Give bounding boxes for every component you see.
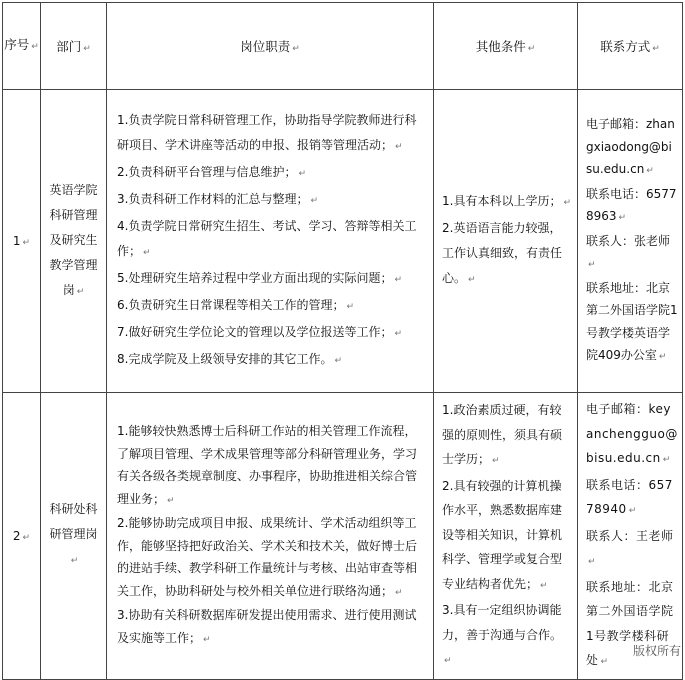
header-duties: 岗位职责 ↵: [107, 3, 434, 90]
positions-table: [2, 2, 683, 680]
row-duties: [107, 90, 434, 393]
duty-item: 1.能够较快熟悉博士后科研工作站的相关管理工作流程，了解项目管理、学术成果管理等部分科研管理业务，学习有关各级各类规章制度、办事程序，协助推进相关综合管理业务； ↵: [117, 424, 418, 506]
contact-address: 联系地址：北京第二外国语学院1号教学楼英语学院409办公室 ↵: [586, 280, 678, 363]
table-header-row: [3, 3, 683, 90]
duty-item: 6.负责研究生日常课程等相关工作的管理； ↵: [117, 298, 354, 312]
duty-item: 5.处理研究生培养过程中学业方面出现的实际问题； ↵: [117, 271, 402, 285]
header-dept: 部门 ↵: [41, 3, 107, 90]
row-contact: [578, 90, 683, 393]
row-duties: [107, 393, 434, 680]
condition-item: 2.具有较强的计算机操作水平，熟悉数据库建设等相关知识，计算机科学、管理学或复合型专业结构者优先； ↵: [442, 478, 563, 591]
table-row: [3, 90, 683, 393]
duty-item: 4.负责学院日常研究生招生、考试、学习、答辩等相关工作； ↵: [117, 219, 417, 258]
condition-item: 2.英语语言能力较强，工作认真细致，有责任心。 ↵: [442, 221, 563, 285]
row-seq: 1 ↵: [3, 90, 41, 393]
condition-item: 1.政治素质过硬，有较强的原则性，须具有硕士学历； ↵: [442, 403, 563, 466]
duty-item: 8.完成学院及上级领导安排的其它工作。 ↵: [117, 352, 342, 366]
contact-address: 联系地址：北京第二外国语学院1号教学楼科研处 ↵: [586, 579, 674, 667]
duty-item: 1.负责学院日常科研管理工作，协助指导学院教师进行科研项目、学术讲座等活动的申报、报销等管理活动； ↵: [117, 113, 417, 152]
contact-phone: 联系电话：65778940 ↵: [586, 477, 673, 516]
contact-email: 电子邮箱：keyanchengguo@bisu.edu.cn ↵: [586, 402, 678, 465]
table-row: [3, 393, 683, 680]
duty-item: 3.协助有关科研数据库研发提出使用需求、进行使用测试及实施等工作； ↵: [117, 608, 417, 645]
row-contact: [578, 393, 683, 680]
duty-item: 2.能够协助完成项目申报、成果统计、学术活动组织等工作，能够坚持把好政治关、学术关和技术关，做好博士后的进站手续、教学科研工作量统计与考核、出站审查等相关工作，协助科研处与校外相关单位进行联络沟通； ↵: [117, 516, 418, 598]
header-conditions: 其他条件 ↵: [434, 3, 578, 90]
row-conditions: [434, 90, 578, 393]
header-contact: 联系方式 ↵: [578, 3, 683, 90]
row-dept: 英语学院科研管理及研究生教学管理岗 ↵: [41, 90, 107, 393]
duty-item: 7.做好研究生学位论文的管理以及学位报送等工作； ↵: [117, 325, 402, 339]
contact-phone: 联系电话：65778963 ↵: [586, 186, 677, 224]
watermark-text: 版权所有: [632, 644, 681, 658]
condition-item: 1.具有本科以上学历； ↵: [442, 194, 571, 208]
condition-item: 3.具有一定组织协调能力，善于沟通与合作。↵: [442, 603, 563, 666]
contact-person: 联系人：王老师↵: [586, 528, 674, 567]
contact-email: 电子邮箱：zhangxiaodong@bisu.edu.cn ↵: [586, 117, 675, 177]
contact-person: 联系人：张老师↵: [586, 233, 671, 271]
row-conditions: [434, 393, 578, 680]
duty-item: 3.负责科研工作材料的汇总与整理； ↵: [117, 192, 318, 206]
header-seq: 序号 ↵: [3, 3, 41, 90]
row-dept: 科研处科研管理岗↵: [41, 393, 107, 680]
duty-item: 2.负责科研平台管理与信息维护； ↵: [117, 165, 306, 179]
row-seq: 2 ↵: [3, 393, 41, 680]
